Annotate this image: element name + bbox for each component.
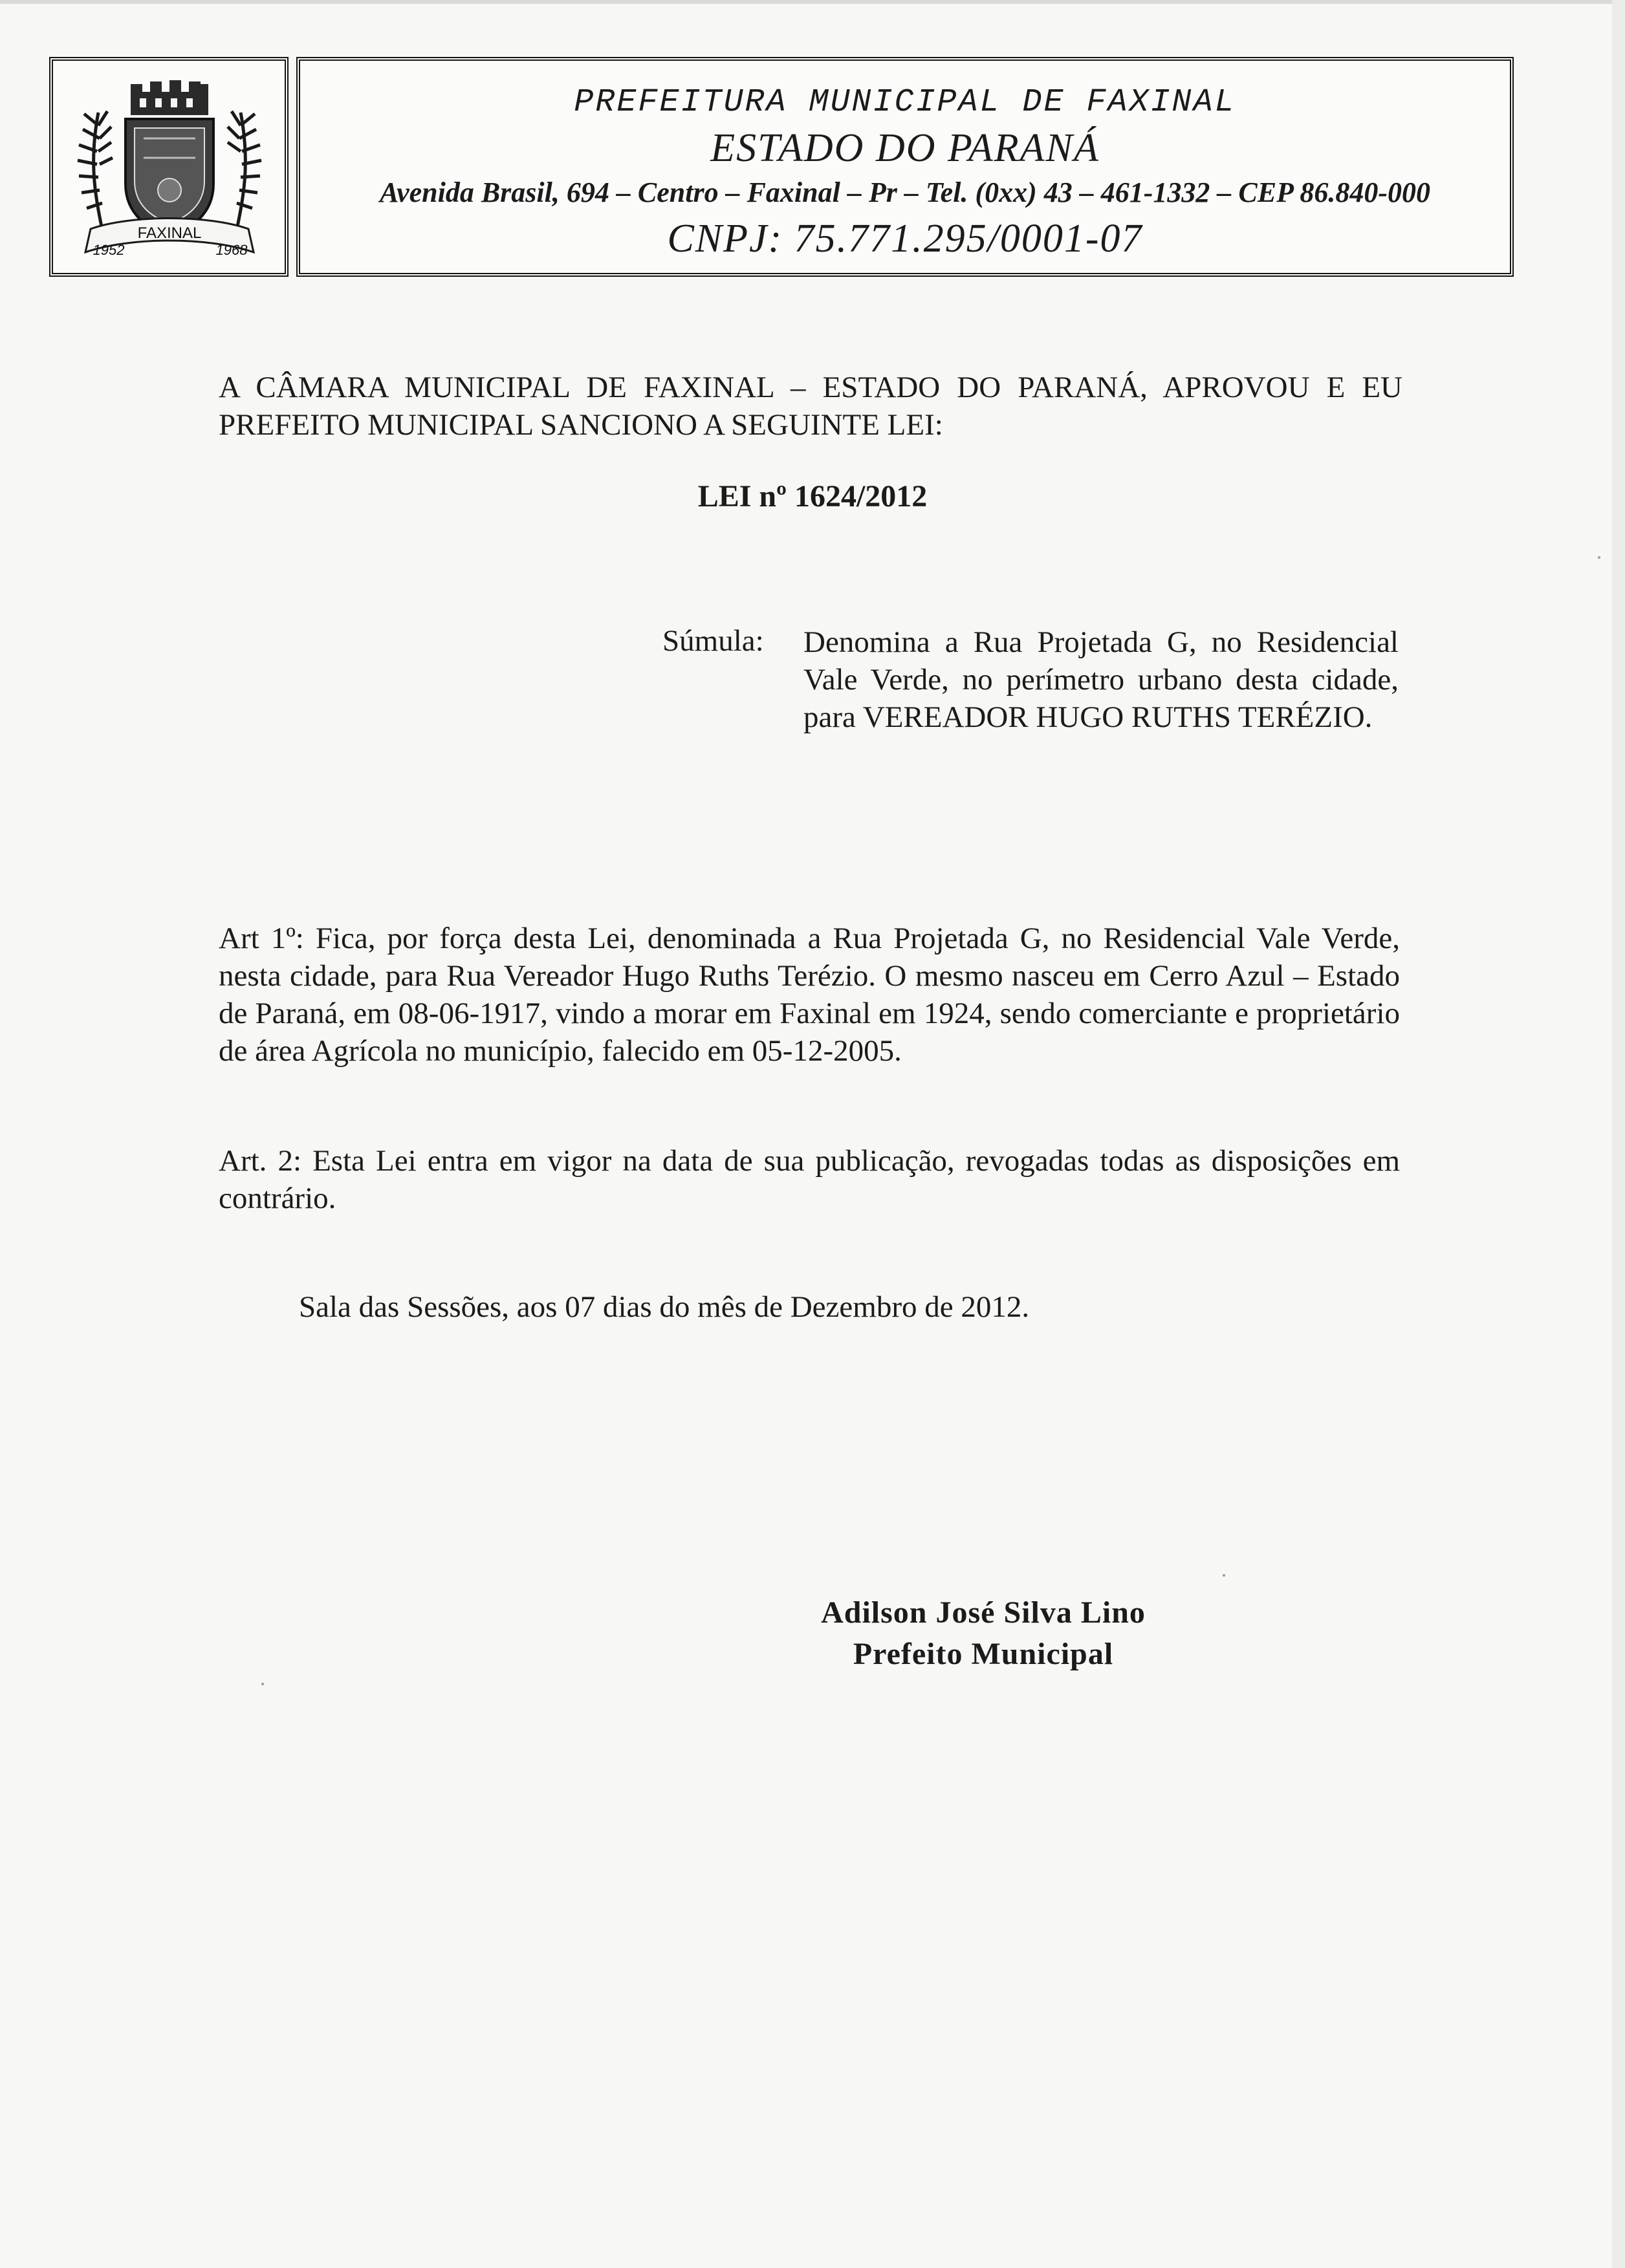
scan-speck <box>1598 556 1600 559</box>
signatory-name: Adilson José Silva Lino <box>821 1595 1146 1630</box>
law-title: LEI nº 1624/2012 <box>697 479 928 513</box>
address-line: Avenida Brasil, 694 – Centro – Faxinal – Pr – Tel. (0xx) 43 – 461-1332 – CEP 86.840-000 <box>380 177 1430 208</box>
coat-of-arms-frame <box>49 57 289 277</box>
closing-line: Sala das Sessões, aos 07 dias do mês de Dezembro de 2012. <box>299 1290 1030 1324</box>
scan-edge <box>0 0 1625 4</box>
signatory-title: Prefeito Municipal <box>853 1637 1114 1671</box>
letterhead <box>296 57 1514 277</box>
logo-year-left: 1952 <box>93 242 125 258</box>
intro-paragraph: A CÂMARA MUNICIPAL DE FAXINAL – ESTADO DO PARANÁ, APROVOU E EU PREFEITO MUNICIPAL SANCIONO A SEGUINTE LEI: <box>219 371 1402 442</box>
scan-speck <box>261 1683 264 1685</box>
sumula-text: Denomina a Rua Projetada G, no Residencial Vale Verde, no perímetro urbano desta cidade, para VEREADOR HUGO RUTHS TERÉZIO. <box>803 625 1399 734</box>
scan-speck <box>1223 1574 1225 1577</box>
sumula-label: Súmula: <box>662 624 764 658</box>
article-1: Art 1º: Fica, por força desta Lei, denominada a Rua Projetada G, no Residencial Vale Verde, nesta cidade, para Rua Vereador Hugo Ruths Terézio. O mesmo nasceu em Cerro Azul – Estado de Paraná, em 08-06-1917, vindo a morar em Faxinal em 1924, sendo comerciante e proprietário de área Agrícola no município, falecido em 05-12-2005. <box>219 922 1400 1068</box>
logo-city-text: FAXINAL <box>137 224 202 242</box>
cnpj-line: CNPJ: 75.771.295/0001-07 <box>667 217 1143 261</box>
logo-year-right: 1968 <box>215 242 248 258</box>
coat-of-arms-icon <box>60 67 279 268</box>
scan-margin <box>1612 0 1625 2268</box>
state-name: ESTADO DO PARANÁ <box>710 126 1100 170</box>
office-name: PREFEITURA MUNICIPAL DE FAXINAL <box>574 84 1236 121</box>
article-2: Art. 2: Esta Lei entra em vigor na data de sua publicação, revogadas todas as disposições em contrário. <box>219 1144 1400 1215</box>
